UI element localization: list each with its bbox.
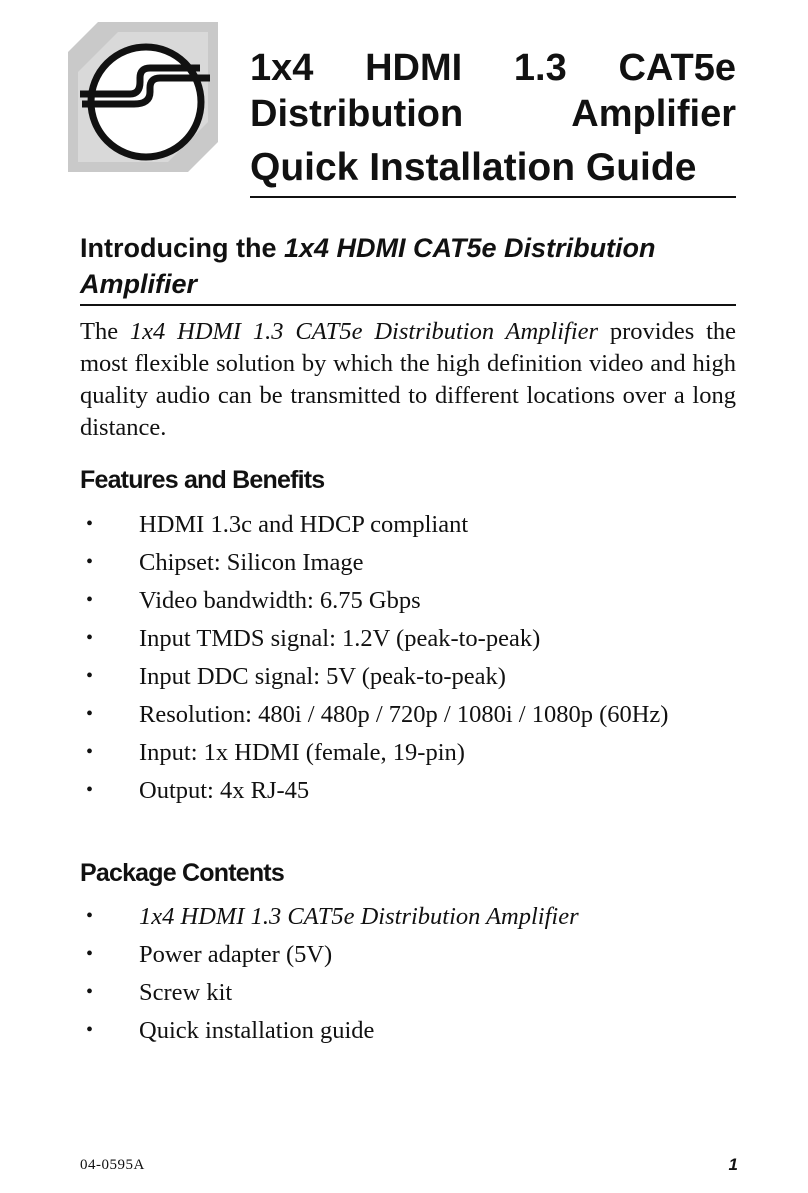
list-item — [80, 737, 736, 768]
intro-paragraph-text: provides the most flexible solution by which the high definition video and high quality audio can be transmitted to different locations over a long distance. — [80, 318, 737, 441]
list-item-text: Chipset: Silicon Image — [139, 549, 364, 576]
siig-s-logo-icon — [68, 22, 218, 172]
title-line-1 — [250, 46, 736, 90]
list-item — [80, 547, 736, 578]
list-item — [80, 901, 736, 932]
intro-paragraph: The 1x4 HDMI 1.3 CAT5e Distribution Amplifier provides the most flexible solution by which the high definition video and high quality audio can be transmitted to different locations over a long distance. — [80, 318, 737, 441]
list-item-text: Resolution: 480i / 480p / 720p / 1080i / 1080p (60Hz) — [139, 701, 669, 728]
page-number: 1 — [728, 1155, 738, 1174]
list-item — [80, 585, 736, 616]
features-heading: Features and Benefits — [80, 466, 325, 494]
list-item-text: Power adapter (5V) — [139, 941, 333, 968]
list-item-text: Input: 1x HDMI (female, 19-pin) — [139, 739, 465, 766]
title-line-3: Quick Installation Guide — [250, 146, 697, 189]
title-word: 1x4 — [250, 47, 314, 89]
document-number: 04-0595A — [80, 1157, 145, 1173]
list-item-text: HDMI 1.3c and HDCP compliant — [139, 511, 469, 538]
package-list — [80, 901, 736, 1053]
list-item — [80, 775, 736, 806]
bullet-icon: • — [86, 513, 94, 535]
bullet-icon: • — [86, 703, 94, 725]
list-item-text: Screw kit — [139, 979, 233, 1006]
intro-divider — [80, 304, 736, 306]
bullet-icon: • — [86, 1019, 94, 1041]
features-list — [80, 509, 736, 813]
title-line-2 — [250, 92, 736, 136]
list-item-text: Output: 4x RJ-45 — [139, 777, 310, 804]
title-word: CAT5e — [618, 47, 736, 89]
bullet-icon: • — [86, 981, 94, 1003]
list-item — [80, 623, 736, 654]
title-word: HDMI — [365, 47, 463, 89]
bullet-icon: • — [86, 905, 94, 927]
list-item — [80, 1015, 736, 1046]
bullet-icon: • — [86, 551, 94, 573]
intro-heading-prefix: Introducing the — [80, 233, 277, 263]
siig-logo — [68, 22, 218, 172]
list-item — [80, 661, 736, 692]
list-item-text: 1x4 HDMI 1.3 CAT5e Distribution Amplifier — [139, 903, 579, 930]
list-item — [80, 977, 736, 1008]
bullet-icon: • — [86, 665, 94, 687]
title-word: Amplifier — [571, 93, 736, 135]
title-word: 1.3 — [513, 47, 567, 89]
intro-heading-product: 1x4 HDMI CAT5e Distribution Amplifier — [80, 233, 656, 299]
list-item — [80, 509, 736, 540]
title-divider — [250, 196, 736, 198]
list-item-text: Quick installation guide — [139, 1017, 375, 1044]
bullet-icon: • — [86, 943, 94, 965]
bullet-icon: • — [86, 741, 94, 763]
intro-heading — [80, 230, 740, 302]
list-item-text: Input TMDS signal: 1.2V (peak-to-peak) — [139, 625, 541, 652]
list-item — [80, 699, 736, 730]
bullet-icon: • — [86, 627, 94, 649]
intro-paragraph-product: 1x4 HDMI 1.3 CAT5e Distribution Amplifier — [129, 318, 599, 345]
list-item-text: Input DDC signal: 5V (peak-to-peak) — [139, 663, 506, 690]
title-word: Distribution — [250, 93, 464, 135]
bullet-icon: • — [86, 589, 94, 611]
list-item — [80, 939, 736, 970]
package-heading: Package Contents — [80, 859, 284, 887]
list-item-text: Video bandwidth: 6.75 Gbps — [139, 587, 421, 614]
bullet-icon: • — [86, 779, 94, 801]
